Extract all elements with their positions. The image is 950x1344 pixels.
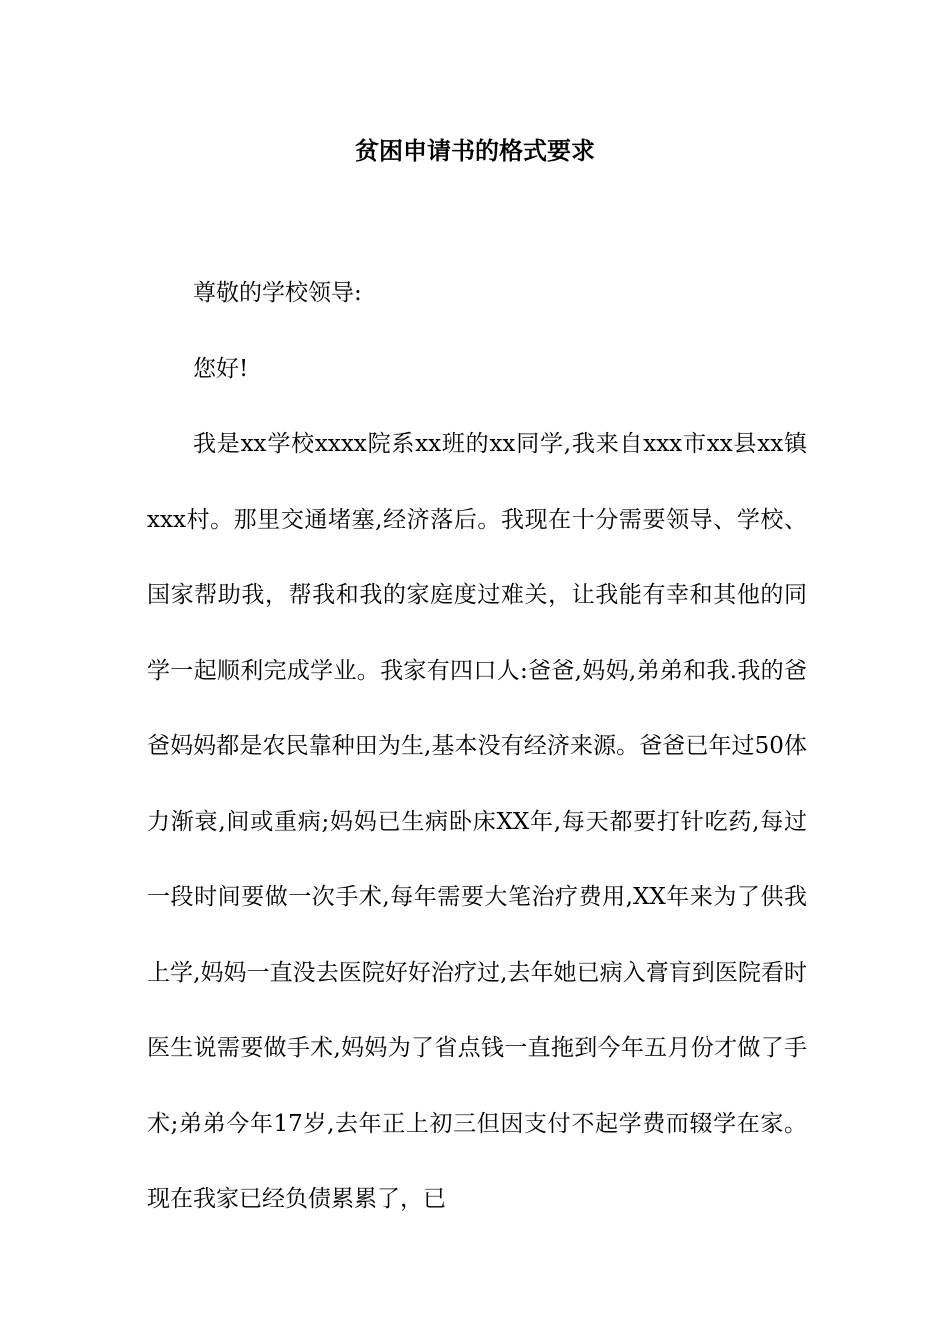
salutation: 尊敬的学校领导: xyxy=(193,280,362,306)
greeting: 您好! xyxy=(193,355,249,382)
document-body xyxy=(147,256,807,1238)
body-paragraph: 我是xx学校xxxx院系xx班的xx同学,我来自xxx市xx县xx镇xxx村。那里交通堵塞,经济落后。我现在十分需要领导、学校、国家帮助我，帮我和我的家庭度过难关，让我能有幸和其他的同学一起顺利完成学业。我家有四口人:爸爸,妈妈,弟弟和我.我的爸爸妈妈都是农民靠种田为生,基本没有经济来源。爸爸已年过50体力渐衰,间或重病;妈妈已生病卧床XX年,每天都要打针吃药,每过一段时间要做一次手术,每年需要大笔治疗费用,XX年来为了供我上学,妈妈一直没去医院好好治疗过,去年她已病入膏肓到医院看时医生说需要做手术,妈妈为了省点钱一直拖到今年五月份才做了手术;弟弟今年17岁,去年正上初三但因支付不起学费而辍学在家。现在我家已经负债累累了，已 xyxy=(147,431,807,1212)
document-title: 贫困申请书的格式要求 xyxy=(355,136,595,165)
